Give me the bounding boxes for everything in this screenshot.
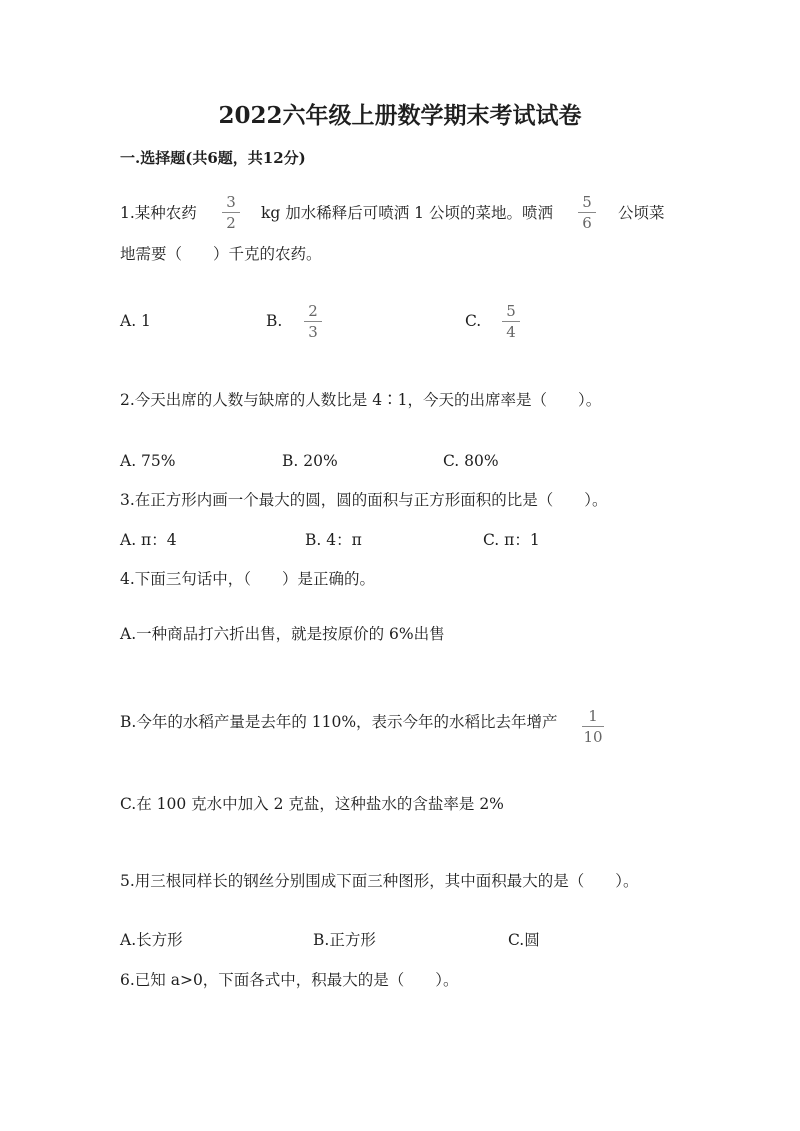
question-1-text-b: kg 加水稀释后可喷洒 1 公顷的菜地。喷洒 bbox=[261, 204, 553, 222]
option-a: A. 75% bbox=[120, 452, 176, 470]
option-b-fraction: 2 3 bbox=[304, 303, 322, 341]
question-1-text-c: 公顷菜 bbox=[618, 204, 665, 222]
option-b-fraction: 1 10 bbox=[583, 707, 603, 746]
question-5-text: 5.用三根同样长的钢丝分别围成下面三种图形，其中面积最大的是（ ）。 bbox=[120, 872, 639, 890]
question-3-text: 3.在正方形内画一个最大的圆，圆的面积与正方形面积的比是（ ）。 bbox=[120, 491, 608, 509]
question-1-text-line2: 地需要（ ）千克的农药。 bbox=[120, 245, 322, 263]
option-c: C. π：1 bbox=[483, 531, 540, 549]
option-b: B.正方形 bbox=[313, 931, 376, 949]
question-1-text-a: 1.某种农药 bbox=[120, 204, 197, 222]
option-c: C.在 100 克水中加入 2 克盐，这种盐水的含盐率是 2% bbox=[120, 795, 504, 813]
option-c: C. 80% bbox=[443, 452, 499, 470]
option-b: B. 4：π bbox=[305, 531, 362, 549]
section-heading: 一.选择题(共6题，共12分) bbox=[120, 149, 306, 167]
option-a: A. π：4 bbox=[120, 531, 177, 549]
page-title: 2022六年级上册数学期末考试试卷 bbox=[218, 102, 582, 129]
option-c: C.圆 bbox=[508, 931, 540, 949]
question-1-fraction-1: 3 2 bbox=[222, 194, 240, 232]
option-b: B. 20% bbox=[282, 452, 338, 470]
option-c-fraction: 5 4 bbox=[502, 303, 520, 341]
option-c: C. bbox=[465, 312, 482, 330]
question-2-text: 2.今天出席的人数与缺席的人数比是 4∶1，今天的出席率是（ ）。 bbox=[120, 391, 602, 409]
option-a: A. 1 bbox=[120, 312, 151, 330]
question-4-text: 4.下面三句话中，（ ）是正确的。 bbox=[120, 570, 376, 588]
option-b: B. bbox=[266, 312, 283, 330]
question-1-fraction-2: 5 6 bbox=[578, 194, 596, 232]
option-b: B.今年的水稻产量是去年的 110%，表示今年的水稻比去年增产 bbox=[120, 713, 558, 731]
option-a: A.长方形 bbox=[120, 931, 183, 949]
question-6-text: 6.已知 a>0，下面各式中，积最大的是（ ）。 bbox=[120, 971, 459, 989]
option-a: A.一种商品打六折出售，就是按原价的 6%出售 bbox=[120, 625, 445, 643]
